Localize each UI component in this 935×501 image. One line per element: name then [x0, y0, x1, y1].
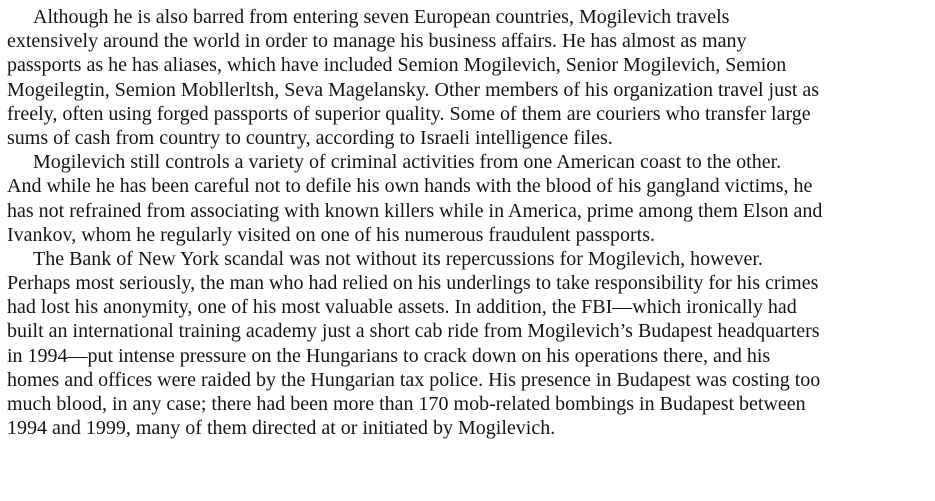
text-line: Mogeilegtin, Semion Mobllerltsh, Seva Magelansky. Other members of his organization travel just as: [7, 78, 820, 101]
text-line: had lost his anonymity, one of his most valuable assets. In addition, the FBI—which ironically had: [7, 296, 797, 319]
text-line: built an international training academy just a short cab ride from Mogilevich’s Budapest headquarters: [7, 320, 820, 343]
text-line: Ivankov, whom he regularly visited on one of his numerous fraudulent passports.: [7, 223, 656, 246]
text-line: passports as he has aliases, which have included Semion Mogilevich, Senior Mogilevich, Semion: [7, 54, 787, 77]
text-line: freely, often using forged passports of superior quality. Some of them are couriers who transfer large: [7, 102, 811, 125]
text-line: much blood, in any case; there had been more than 170 mob-related bombings in Budapest between: [7, 393, 806, 415]
text-line: homes and offices were raided by the Hungarian tax police. His presence in Budapest was costing too: [7, 368, 821, 391]
text-line: The Bank of New York scandal was not without its repercussions for Mogilevich, however.: [33, 247, 763, 270]
text-line: sums of cash from country to country, according to Israeli intelligence files.: [7, 126, 613, 149]
text-line: in 1994—put intense pressure on the Hungarians to crack down on his operations there, and his: [7, 344, 771, 367]
text-line: 1994 and 1999, many of them directed at or initiated by Mogilevich.: [7, 417, 556, 440]
document-body: [7, 5, 933, 440]
text-line: Although he is also barred from entering seven European countries, Mogilevich travels: [33, 6, 730, 28]
text-line: extensively around the world in order to manage his business affairs. He has almost as many: [7, 30, 747, 53]
text-line: And while he has been careful not to defile his own hands with the blood of his gangland victims, he: [7, 175, 813, 198]
text-line: Mogilevich still controls a variety of criminal activities from one American coast to the other.: [33, 151, 782, 174]
text-line: has not refrained from associating with known killers while in America, prime among them Elson and: [7, 199, 823, 222]
text-line: Perhaps most seriously, the man who had relied on his underlings to take responsibility for his crimes: [7, 272, 819, 295]
